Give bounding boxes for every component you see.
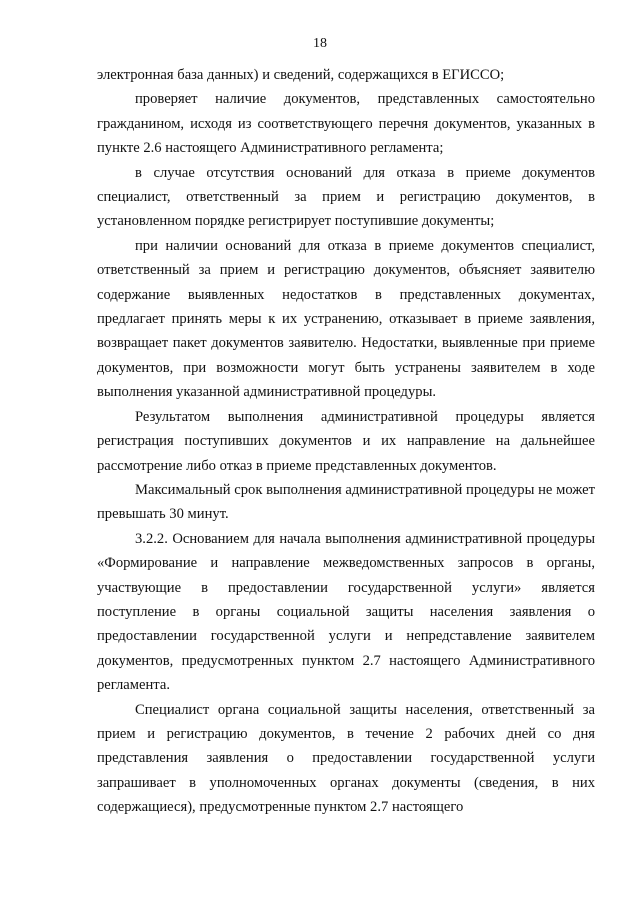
paragraph-3: в случае отсутствия оснований для отказа в приеме документов специалист, ответственный за прием и регистрацию документов, в установленном порядке регистрирует поступившие документы; bbox=[97, 164, 595, 230]
paragraph-1: электронная база данных) и сведений, содержащихся в ЕГИССО; bbox=[97, 67, 505, 83]
paragraph-5: Результатом выполнения административной процедуры является регистрация поступивших документов и их направление на дальнейшее рассмотрение либо отказ в приеме представленных документов. bbox=[97, 408, 595, 474]
paragraph-7: 3.2.2. Основанием для начала выполнения административной процедуры «Формирование и направление межведомственных запросов в органы, участвующие в предоставлении государственной услуги» является поступление в органы социальной защиты населения заявления о предоставлении государственной услуги и непредставление заявителем документов, предусмотренных пунктом 2.7 настоящего Административного регламента. bbox=[97, 530, 595, 694]
page-number: 18 bbox=[313, 36, 327, 51]
paragraph-8: Специалист органа социальной защиты населения, ответственный за прием и регистрацию документов, в течение 2 рабочих дней со дня представления заявления о предоставлении государственной услуги запрашивает в уполномоченных органах документы (сведения, в них содержащиеся), предусмотренные пунктом 2.7 настоящего bbox=[97, 701, 595, 816]
document-body bbox=[97, 63, 595, 820]
paragraph-4: при наличии оснований для отказа в приеме документов специалист, ответственный за прием и регистрацию документов, объясняет заявителю содержание выявленных недостатков в представленных документах, предлагает принять меры к их устранению, отказывает в приеме заявления, возвращает пакет документов заявителю. Недостатки, выявленные при приеме документов, при возможности могут быть устранены заявителем в ходе выполнения указанной административной процедуры. bbox=[97, 237, 595, 401]
paragraph-6: Максимальный срок выполнения административной процедуры не может превышать 30 минут. bbox=[97, 481, 595, 523]
paragraph-2: проверяет наличие документов, представленных самостоятельно гражданином, исходя из соответствующего перечня документов, указанных в пункте 2.6 настоящего Административного регламента; bbox=[97, 91, 595, 157]
